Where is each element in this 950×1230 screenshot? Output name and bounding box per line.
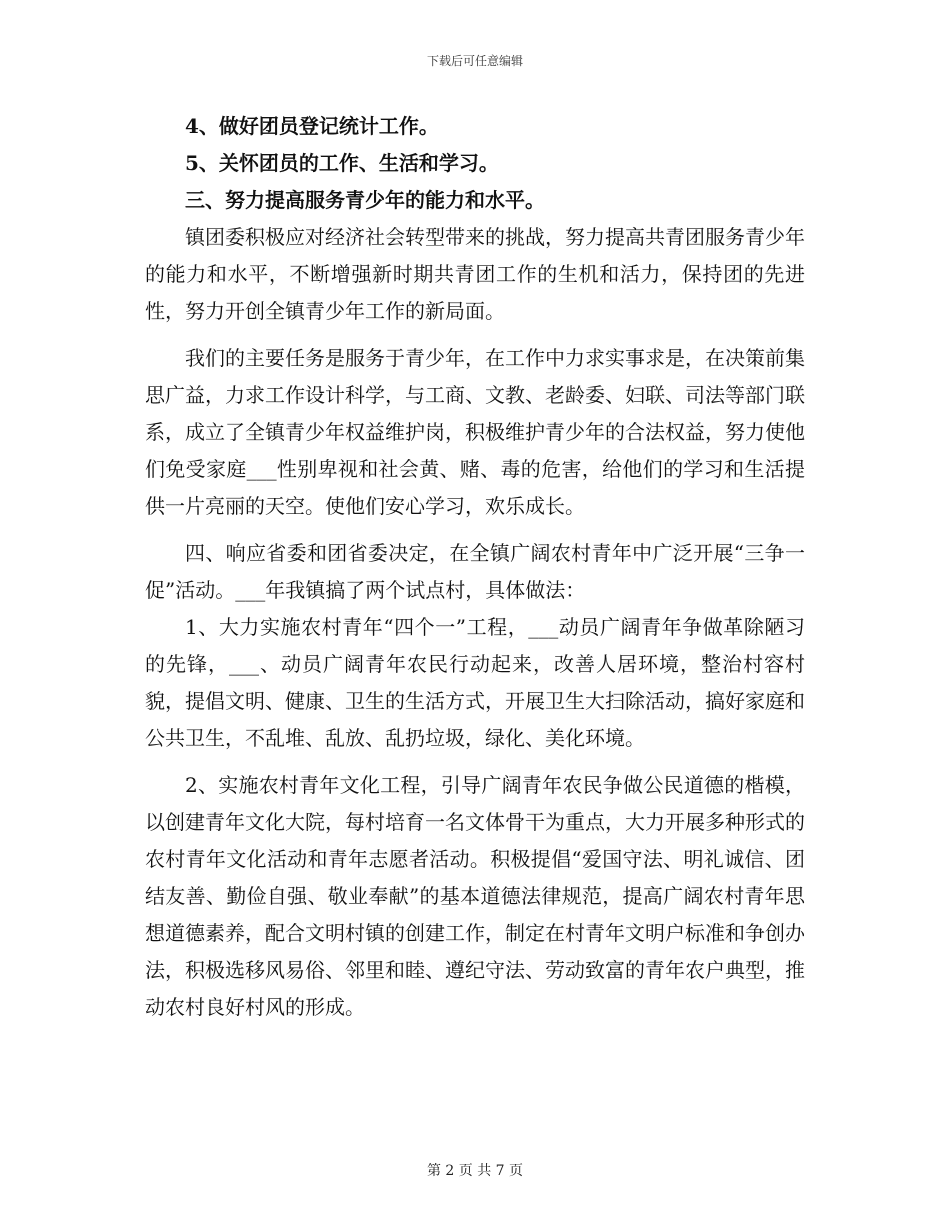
paragraph-5: 2、实施农村青年文化工程，引导广阔青年农民争做公民道德的楷模，以创建青年文化大院，每村培育一名文体骨干为重点，大力开展多种形式的农村青年文化活动和青年志愿者活动。积极提倡“爱国守法、明礼诚信、团结友善、勤俭自强、敬业奉献”的基本道德法律规范，提高广阔农村青年思想道德素养，配合文明村镇的创建工作，制定在村青年文明户标准和争创办法，积极选移风易俗、邻里和睦、遵纪守法、劳动致富的青年农户典型，推动农村良好村风的形成。 bbox=[145, 773, 805, 1019]
paragraph-1: 镇团委积极应对经济社会转型带来的挑战，努力提高共青团服务青少年的能力和水平，不断增强新时期共青团工作的生机和活力，保持团的先进性，努力开创全镇青少年工作的新局面。 bbox=[145, 225, 805, 323]
list-item-4: 4、做好团员登记统计工作。 bbox=[185, 114, 439, 138]
paragraph-4: 1、大力实施农村青年“四个一”工程，___动员广阔青年争做革除陋习的先锋，___、动员广阔青年农民行动起来，改善人居环境，整治村容村貌，提倡文明、健康、卫生的生活方式，开展卫生大扫除活动，搞好家庭和公共卫生，不乱堆、乱放、乱扔垃圾，绿化、美化环境。 bbox=[145, 615, 805, 750]
list-item-5: 5、关怀团员的工作、生活和学习。 bbox=[185, 151, 499, 175]
page-footer: 第 2 页 共 7 页 bbox=[426, 1163, 524, 1179]
section-heading-3: 三、努力提高服务青少年的能力和水平。 bbox=[185, 188, 545, 212]
document-body bbox=[145, 108, 805, 1026]
paragraph-2: 我们的主要任务是服务于青少年，在工作中力求实事求是，在决策前集思广益，力求工作设计科学，与工商、文教、老龄委、妇联、司法等部门联系，成立了全镇青少年权益维护岗，积极维护青少年的合法权益，努力使他们免受家庭___性别卑视和社会黄、赌、毒的危害，给他们的学习和生活提供一片亮丽的天空。使他们安心学习，欢乐成长。 bbox=[145, 346, 805, 518]
paragraph-3: 四、响应省委和团省委决定，在全镇广阔农村青年中广泛开展“三争一促”活动。___年我镇搞了两个试点村，具体做法： bbox=[145, 541, 805, 602]
page-header: 下载后可任意编辑 bbox=[426, 54, 523, 68]
